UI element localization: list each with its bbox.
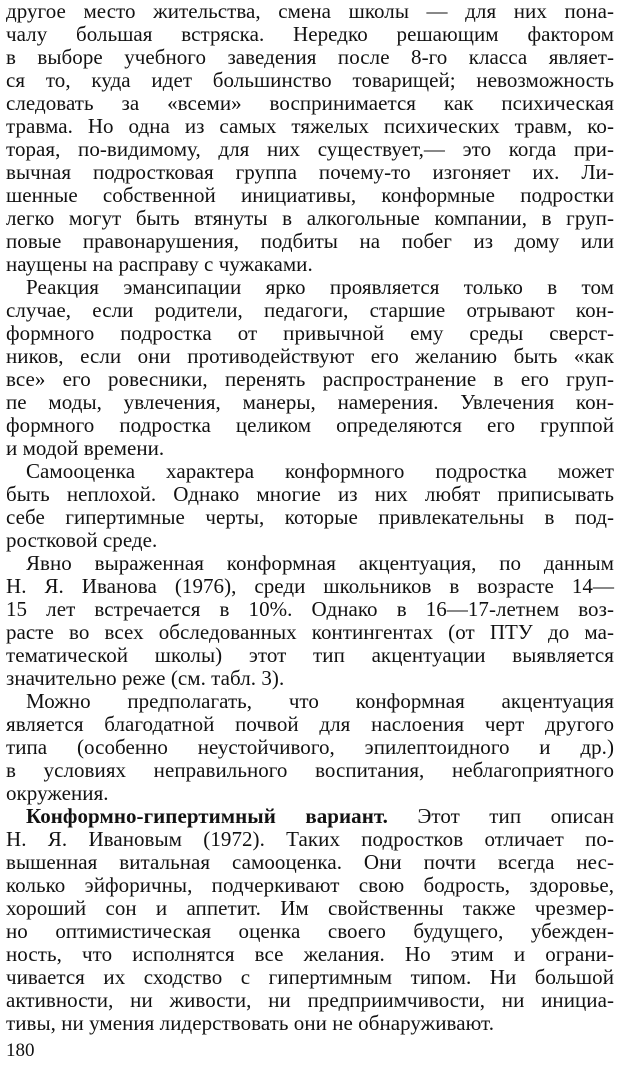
text-line: наущены на расправу с чужаками. [6,252,313,276]
text-line: и модой времени. [6,436,165,460]
text-line: следовать за «всеми» воспринимается как психическая [6,91,614,115]
text-line: все» его ровесники, перенять распространение в его груп- [6,367,614,391]
body-text [6,0,614,1035]
text-line: ся то, куда идет большинство товарищей; невозможность [6,68,614,92]
text-line: 15 лет встречается в 10%. Однако в 16—17-летнем воз- [6,597,614,621]
text-line: в выборе учебного заведения после 8-го класса являет- [6,45,614,69]
text-line: расте во всех обследованных контингентах (от ПТУ до ма- [6,620,614,644]
text-line: чивается их сходство с гипертимным типом. Ни большой [6,965,614,989]
text-line: чалу большая встряска. Нередко решающим фактором [6,22,614,46]
text-line: случае, если родители, педагоги, старшие отрывают кон- [6,298,614,322]
text-line: но оптимистическая оценка своего будущего, убежден- [6,919,614,943]
text-line: Реакция эмансипации ярко проявляется только в том [26,275,614,299]
text-line: тематической школы) этот тип акцентуации выявляется [6,643,614,667]
text-line: ростковой среде. [6,528,158,552]
page-number: 180 [6,1040,35,1061]
text-line: Н. Я. Ивановым (1972). Таких подростков отличает по- [6,827,614,851]
text-line: Самооценка характера конформного подростка может [26,459,614,483]
text-line: Конформно-гипертимный вариант. Этот тип описан [26,804,614,828]
text-line: травма. Но одна из самых тяжелых психических травм, ко- [6,114,614,138]
text-line: окружения. [6,781,109,805]
text-line: формного подростка целиком определяются его группой [6,413,614,437]
text-line: является благодатной почвой для наслоения черт другого [6,712,614,736]
text-line: вышенная витальная самооценка. Они почти всегда нес- [6,850,614,874]
text-line: вычная подростковая группа почему-то изгоняет их. Ли- [6,160,614,184]
text-line: в условиях неправильного воспитания, неблагоприятного [6,758,614,782]
text-line: легко могут быть втянуты в алкогольные компании, в груп- [6,206,614,230]
text-line: хороший сон и аппетит. Им свойственны также чрезмер- [6,896,614,920]
text-line: пе моды, увлечения, манеры, намерения. Увлечения кон- [6,390,614,414]
text-line: торая, по-видимому, для них существует,— это когда при- [6,137,614,161]
text-line: ников, если они противодействуют его желанию быть «как [6,344,614,368]
text-line: Н. Я. Иванова (1976), среди школьников в возрасте 14— [6,574,614,598]
text-line: другое место жительства, смена школы — для них пона- [6,0,614,23]
text-line: колько эйфоричны, подчеркивают свою бодрость, здоровье, [6,873,614,897]
text-line: значительно реже (см. табл. 3). [6,666,285,690]
text-line: формного подростка от привычной ему среды сверст- [6,321,614,345]
text-line: быть неплохой. Однако многие из них любят приписывать [6,482,614,506]
text-line: активности, ни живости, ни предприимчивости, ни инициа- [6,988,614,1012]
text-line: Можно предполагать, что конформная акцентуация [26,689,614,713]
section-heading: Конформно-гипертимный вариант. [26,804,388,828]
text-line: типа (особенно неустойчивого, эпилептоидного и др.) [6,735,614,759]
text-line: тивы, ни умения лидерствовать они не обнаруживают. [6,1011,494,1035]
text-line: повые правонарушения, подбиты на побег из дому или [6,229,614,253]
text-line: ность, что исполнятся все желания. Но этим и ограни- [6,942,614,966]
text-line: шенные собственной инициативы, конформные подростки [6,183,614,207]
text-line: Явно выраженная конформная акцентуация, по данным [26,551,614,575]
text-line: себе гипертимные черты, которые привлекательны в под- [6,505,614,529]
